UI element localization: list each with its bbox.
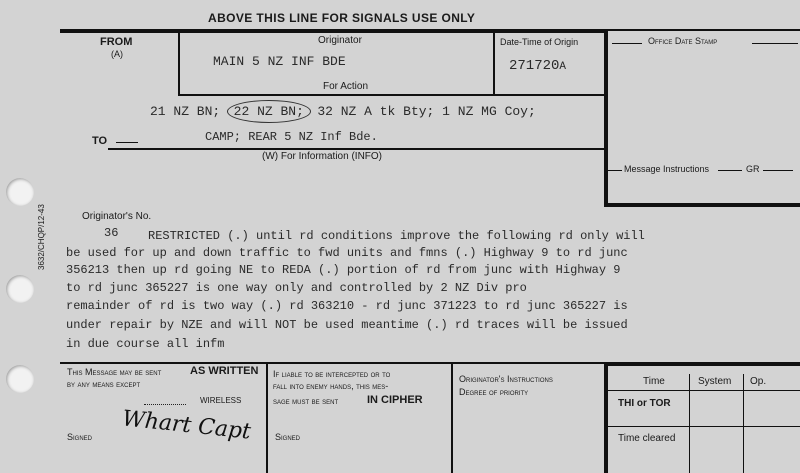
originators-no-value: 36 — [104, 226, 119, 240]
message-body-line-6: under repair by NZE and will NOT be used meantime (.) rd traces will be issued — [66, 318, 628, 332]
may-be-sent-label: This Message may be sent — [67, 367, 162, 377]
originator-divider-right — [493, 31, 495, 95]
message-body-line-3: 356213 then up rd going NE to REDA (.) portion of rd from junc with Highway 9 — [66, 263, 621, 277]
punch-hole-top — [6, 178, 34, 206]
main-box-bottom — [604, 203, 800, 207]
footer-divider-2 — [451, 363, 453, 473]
dto-label: Date-Time of Origin — [500, 37, 579, 47]
from-label: FROM — [100, 36, 133, 48]
system-label: System — [698, 376, 732, 387]
dto-suffix: A — [559, 61, 567, 73]
msg-instr-dash-left — [608, 170, 622, 171]
main-box-top — [60, 31, 608, 33]
thi-tor-label: THI or TOR — [618, 398, 671, 409]
originators-no-label: Originator's No. — [82, 211, 152, 222]
time-box-col-1 — [689, 374, 690, 473]
to-dash — [116, 142, 138, 143]
gr-label: GR — [746, 164, 760, 174]
office-stamp-dash-right — [752, 43, 798, 44]
signed-label-2: Signed — [275, 432, 301, 442]
message-body-line-2: be used for up and down traffic to fwd units and fmns (.) Highway 9 to rd junc — [66, 246, 628, 260]
footer-top-line — [60, 362, 608, 364]
punch-hole-bottom — [6, 365, 34, 393]
originator-bottom-line — [178, 94, 606, 96]
op-label: Op. — [750, 376, 767, 387]
info-label: (W) For Information (INFO) — [262, 151, 383, 162]
for-action-line-2: CAMP; REAR 5 NZ Inf Bde. — [205, 130, 378, 144]
by-any-means-label: by any means except — [67, 379, 141, 389]
action-info-line — [108, 148, 606, 150]
in-cipher-label: IN CIPHER — [367, 394, 423, 406]
liable-line-2: fall into enemy hands, this mes- — [273, 381, 389, 391]
message-body-line-5: remainder of rd is two way (.) rd 363210 - rd junc 371223 to rd junc 365227 is — [66, 299, 628, 313]
as-written-label: AS WRITTEN — [190, 365, 259, 377]
for-action-line-1 — [150, 100, 536, 123]
originator-value: MAIN 5 NZ INF BDE — [213, 54, 346, 69]
msg-instr-dash-mid — [718, 170, 742, 171]
signed-label: Signed — [67, 432, 93, 442]
originator-divider-left — [178, 31, 180, 95]
degree-of-priority-label: Degree of priority — [459, 387, 529, 397]
message-body-line-7: in due course all infm — [66, 337, 225, 351]
time-box-row-line — [606, 426, 800, 427]
time-label: Time — [643, 376, 665, 387]
liable-line-1: If liable to be intercepted or to — [273, 369, 391, 379]
office-date-stamp-label: Office Date Stamp — [648, 36, 718, 46]
liable-line-3: sage must be sent — [273, 396, 339, 406]
for-action-unit-21: 21 NZ BN; — [150, 104, 221, 119]
wireless-dotted-line — [144, 404, 186, 405]
from-sub-label: (A) — [111, 49, 123, 59]
msg-instr-dash-right — [763, 170, 793, 171]
footer-divider-1 — [266, 363, 268, 473]
signature: Whart Capt — [121, 406, 253, 445]
for-action-unit-22-circled: 22 NZ BN; — [227, 100, 311, 123]
dto-value: 271720 — [509, 58, 560, 74]
for-action-units-rest: 32 NZ A tk Bty; 1 NZ MG Coy; — [317, 104, 536, 119]
punch-hole-middle — [6, 275, 34, 303]
margin-form-code: 3632/CHQP/12-43 — [37, 204, 46, 270]
for-action-label: For Action — [323, 81, 369, 92]
time-box-left — [604, 364, 608, 473]
time-box-header-line — [606, 390, 800, 391]
message-body-line-1: RESTRICTED (.) until rd conditions improve the following rd only will — [148, 229, 645, 243]
dto-value-group — [509, 56, 566, 74]
main-box-right — [604, 31, 608, 207]
office-stamp-dash-left — [612, 43, 642, 44]
time-box-col-2 — [743, 374, 744, 473]
originators-instructions-label: Originator's Instructions — [459, 374, 553, 384]
to-label: TO — [92, 135, 108, 147]
message-instructions-label: Message Instructions — [624, 164, 710, 174]
originator-label: Originator — [318, 35, 362, 46]
wireless-label: WIRELESS — [200, 396, 242, 405]
message-body-line-4: to rd junc 365227 is one way only and controlled by 2 NZ Div pro — [66, 281, 527, 295]
time-box-top — [604, 362, 800, 366]
time-cleared-label: Time cleared — [618, 433, 676, 444]
signals-use-header: ABOVE THIS LINE FOR SIGNALS USE ONLY — [208, 11, 476, 25]
